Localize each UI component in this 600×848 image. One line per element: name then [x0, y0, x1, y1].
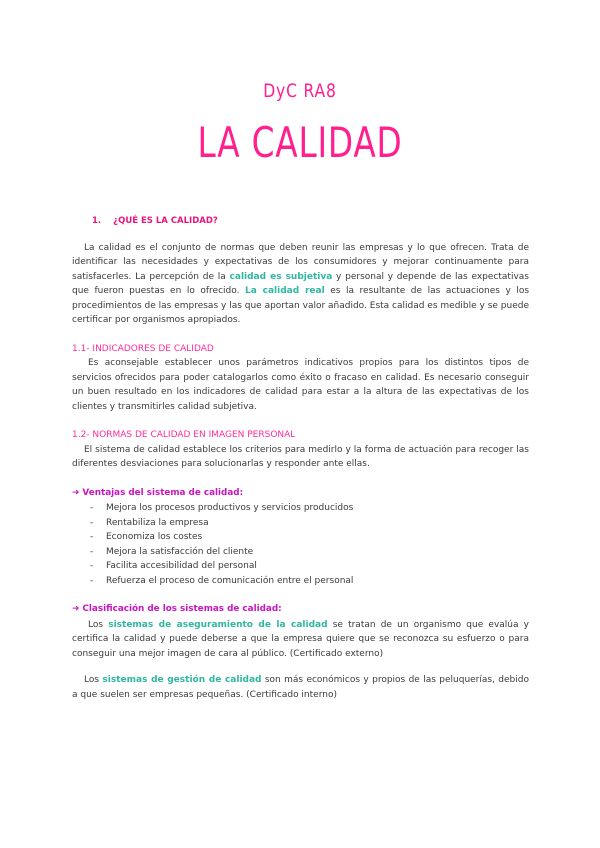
section-1-1-heading: 1.1- INDICADORES DE CALIDAD: [72, 343, 214, 354]
document-body: [72, 214, 529, 702]
highlight-real-quality: La calidad real: [245, 286, 325, 296]
section-1-paragraph: [72, 241, 529, 328]
highlight-subjective-quality: calidad es subjetiva: [229, 271, 333, 282]
list-item: - Economiza los costes: [90, 530, 529, 545]
classification-paragraph-2: [72, 673, 529, 702]
advantages-heading: ➜ Ventajas del sistema de calidad:: [72, 487, 244, 498]
section-1-1-paragraph: Es aconsejable establecer unos parámetros indicativos propios para los distintos tipos de servicios ofrecidos para poder catalogarlos como éxito o fracaso en calidad. Es necesario conseguir un buen resultado en los indicadores de calidad para estar a la altura de las expectativas de los clientes y transmitirles calidad subjetiva.: [72, 358, 529, 412]
document-subtitle: DyC RA8: [263, 80, 337, 102]
text-run: Los: [84, 675, 103, 685]
section-1-number: 1.: [92, 216, 102, 226]
list-item: - Mejora los procesos productivos y servicios producidos: [90, 501, 529, 516]
list-item: - Rentabiliza la empresa: [90, 516, 529, 531]
text-run: Los: [88, 619, 109, 630]
section-1-heading-text: ¿QUÉ ES LA CALIDAD?: [113, 216, 218, 226]
text-run: y personal y depende de las expectativas que fueron puestas en lo ofrecido.: [72, 271, 529, 296]
highlight-management-systems: sistemas de gestión de calidad: [102, 675, 262, 685]
list-item: - Refuerza el proceso de comunicación entre el personal: [90, 574, 529, 589]
text-run: se tratan de un organismo que evalúa y certifica la calidad y puede deberse a que la empresa quiere que se reconozca su esfuerzo o para conseguir una mejor imagen de cara al público. (Certificado externo): [72, 619, 529, 659]
list-item: - Mejora la satisfacción del cliente: [90, 545, 529, 560]
section-1-2-heading: 1.2- NORMAS DE CALIDAD EN IMAGEN PERSONAL: [72, 430, 296, 440]
text-run: son más económicos y propios de las peluquerías, debido a que suelen ser empresas pequeñas. (Certificado interno): [72, 675, 529, 700]
highlight-assurance-systems: sistemas de aseguramiento de la calidad: [108, 619, 328, 630]
list-item: - Facilita accesibilidad del personal: [90, 559, 529, 574]
text-run: La calidad es el conjunto de normas que deben reunir las empresas y lo que ofrecen. Trata de identificar las necesidades y expectativas de los consumidores y mejorar continuamente para satisfacerles. La percepción de la: [72, 242, 529, 282]
text-run: es la resultante de las actuaciones y los procedimientos de las empresas y las que aportan valor añadido. Esta calidad es medible y se puede certificar por organismos apropiados.: [72, 286, 530, 325]
advantages-list: [72, 501, 529, 588]
section-1-heading: [92, 214, 529, 229]
section-1-2-paragraph: El sistema de calidad establece los criterios para medirlo y la forma de actuación para recoger las diferentes desviaciones para solucionarlas y responder ante ellas.: [72, 444, 529, 469]
classification-heading: ➜ Clasificación de los sistemas de calidad:: [72, 604, 282, 614]
document-title: LA CALIDAD: [197, 118, 403, 167]
classification-paragraph-1: [72, 618, 529, 662]
